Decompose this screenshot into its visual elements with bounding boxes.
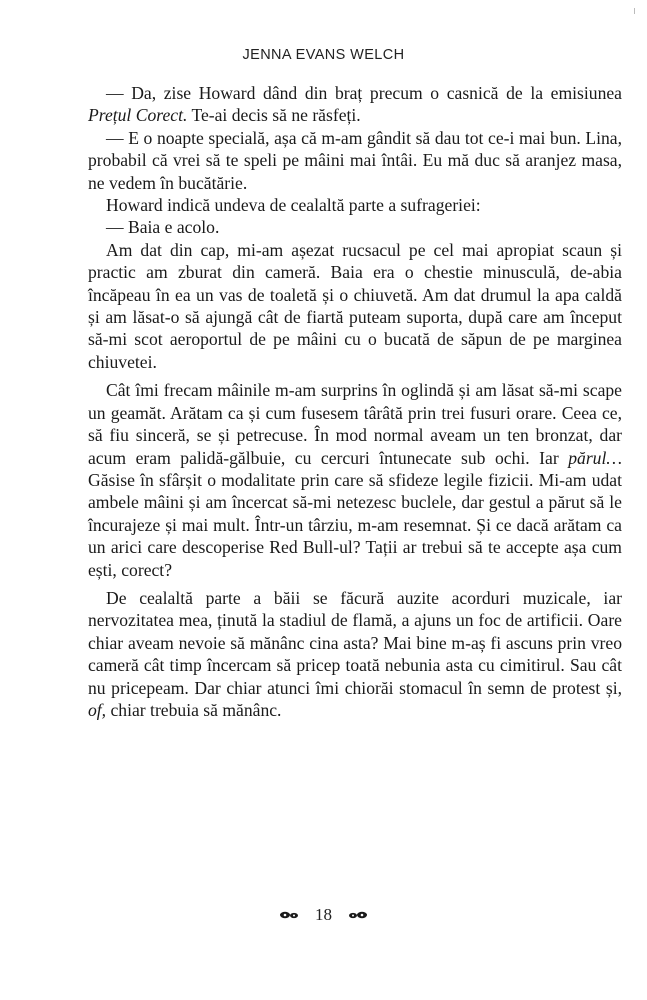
paragraph: Am dat din cap, mi-am așezat rucsacul pe cel mai apropiat scaun și practic am zburat din cameră. Baia era o chestie minusculă, de-abia încăpeau în ea un vas de toaletă și o chiuvetă. Am dat drumul la apa caldă și am lăsat-o să ajungă cât de fiartă puteam suporta, după care am început să-mi scot aeroportul de pe mâini cu o bucată de săpun de pe marginea chiuvetei. [88,239,622,372]
paragraph: — Da, zise Howard dând din braț precum o casnică de la emisiunea Prețul Corect. Te-ai decis să ne răsfeți. [88,83,622,126]
paragraph: — Baia e acolo. [106,217,220,238]
paragraph: De cealaltă parte a băii se făcură auzite acorduri muzicale, iar nervozitatea mea, ținută la stadiul de flamă, a ajuns un foc de artificii. Oare chiar aveam nevoie să mănânc cina asta? Mai bine m-aș fi ascuns prin vreo cameră cât timp încercam să pricep toată nebunia asta cu cimitirul. Sau cât nu pricepeam. Dar chiar atunci îmi chiorăi stomacul în semn de protest și, of, chiar trebuia să mănânc. [88,587,622,720]
page-footer [0,904,647,925]
left-fleuron-icon [279,905,301,925]
body-text [88,82,622,721]
paragraph: — E o noapte specială, așa că m-am gândit să dau tot ce-i mai bun. Lina, probabil că vrei să te speli pe mâini mai întâi. Eu mă duc să aranjez masa, ne vedem în bucătărie. [88,127,622,193]
running-head-author: JENNA EVANS WELCH [242,47,405,63]
paragraph: Howard indică undeva de cealaltă parte a sufrageriei: [106,195,481,216]
page-number: 18 [315,905,332,925]
paragraph: Cât îmi frecam mâinile m-am surprins în oglindă și am lăsat să-mi scape un geamăt. Arătam ca și cum fusesem târâtă prin trei fusuri orare. Ceea ce, să fiu sinceră, se și petrecuse. În mod normal aveam un ten bronzat, dar acum eram palidă-gălbuie, cu cercuri întunecate sub ochi. Iar părul… Găsise în sfârșit o modalitate prin care să sfideze legile fizicii. Mi-am udat ambele mâini și am încercat să-mi netezesc buclele, dar gestul a părut să le încurajeze și mai mult. Într-un târziu, m-am resemnat. Și ce dacă arătam ca un arici care descoperise Red Bull-ul? Tații ar trebui să te accepte așa cum ești, corect? [88,380,622,580]
right-fleuron-icon [346,905,368,925]
scan-mark [634,8,639,14]
